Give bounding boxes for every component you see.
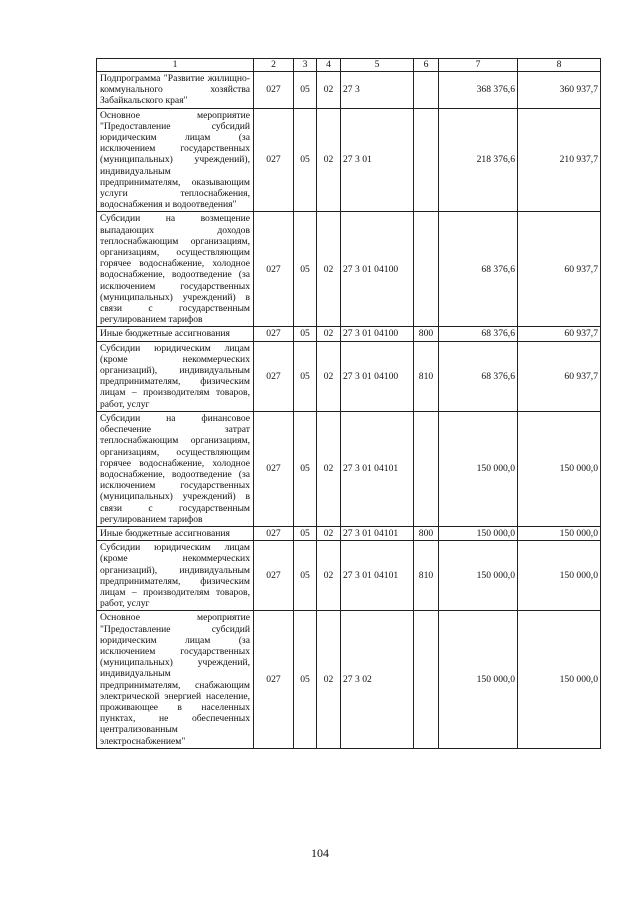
amount-cell-1: 368 376,6 [439,72,518,109]
row-name-cell: Подпрограмма "Развитие жилищно-коммунального хозяйства Забайкальского края" [97,72,254,109]
expense-type-cell: 810 [414,541,439,611]
amount-cell-2: 360 937,7 [518,72,601,109]
row-name-cell: Основное мероприятие "Предоставление субсидий юридическим лицам (за исключением государственных (муниципальных) учреждений, индивидуальным предпринимателям, снабжающим электрической энергией население, проживающее в населенных пунктах, не обеспеченных централизованным электроснабжением" [97,611,254,748]
table-row [97,611,601,748]
admin-code-cell: 027 [254,341,294,411]
table-row [97,72,601,109]
section-code-cell: 05 [294,72,317,109]
target-article-cell: 27 3 01 04100 [341,212,414,327]
table-row [97,108,601,212]
header-row [97,59,601,72]
column-header: 3 [294,59,317,72]
row-name-cell: Иные бюджетные ассигнования [97,327,254,341]
admin-code-cell: 027 [254,411,294,526]
row-name-cell: Основное мероприятие "Предоставление субсидий юридическим лицам (за исключением государственных (муниципальных) учреждений), индивидуальным предпринимателям, оказывающим услуги теплоснабжения, водоснабжения и водоотведения" [97,108,254,212]
subsection-code-cell: 02 [317,411,341,526]
table-row [97,212,601,327]
amount-cell-1: 68 376,6 [439,212,518,327]
section-code-cell: 05 [294,611,317,748]
table-row [97,411,601,526]
amount-cell-2: 150 000,0 [518,411,601,526]
table-row [97,526,601,540]
page-number: 104 [311,846,329,860]
subsection-code-cell: 02 [317,212,341,327]
admin-code-cell: 027 [254,108,294,212]
subsection-code-cell: 02 [317,327,341,341]
subsection-code-cell: 02 [317,526,341,540]
admin-code-cell: 027 [254,541,294,611]
admin-code-cell: 027 [254,526,294,540]
expense-type-cell: 800 [414,526,439,540]
table-row [97,341,601,411]
column-header: 2 [254,59,294,72]
expense-type-cell: 810 [414,341,439,411]
amount-cell-2: 210 937,7 [518,108,601,212]
budget-table [96,58,601,749]
target-article-cell: 27 3 01 04101 [341,526,414,540]
row-name-cell: Субсидии на возмещение выпадающих доходов теплоснабжающим организациям, организациям, осуществляющим горячее водоснабжение, холодное водоснабжение, водоотведение (за исключением государственных (муниципальных) учреждений) в связи с государственным регулированием тарифов [97,212,254,327]
amount-cell-2: 60 937,7 [518,212,601,327]
target-article-cell: 27 3 01 [341,108,414,212]
subsection-code-cell: 02 [317,611,341,748]
amount-cell-2: 60 937,7 [518,341,601,411]
amount-cell-1: 150 000,0 [439,411,518,526]
admin-code-cell: 027 [254,72,294,109]
expense-type-cell [414,611,439,748]
amount-cell-1: 150 000,0 [439,541,518,611]
section-code-cell: 05 [294,212,317,327]
amount-cell-2: 60 937,7 [518,327,601,341]
table-row [97,327,601,341]
amount-cell-2: 150 000,0 [518,541,601,611]
column-header: 5 [341,59,414,72]
target-article-cell: 27 3 01 04101 [341,411,414,526]
subsection-code-cell: 02 [317,341,341,411]
row-name-cell: Субсидии юридическим лицам (кроме некоммерческих организаций), индивидуальным предпринимателям, физическим лицам – производителям товаров, работ, услуг [97,541,254,611]
admin-code-cell: 027 [254,327,294,341]
row-name-cell: Иные бюджетные ассигнования [97,526,254,540]
row-name-cell: Субсидии юридическим лицам (кроме некоммерческих организаций), индивидуальным предпринимателям, физическим лицам – производителям товаров, работ, услуг [97,341,254,411]
expense-type-cell [414,212,439,327]
expense-type-cell [414,411,439,526]
subsection-code-cell: 02 [317,108,341,212]
column-header: 8 [518,59,601,72]
admin-code-cell: 027 [254,212,294,327]
admin-code-cell: 027 [254,611,294,748]
table-row [97,541,601,611]
section-code-cell: 05 [294,327,317,341]
amount-cell-1: 150 000,0 [439,526,518,540]
section-code-cell: 05 [294,108,317,212]
amount-cell-1: 68 376,6 [439,327,518,341]
column-header: 1 [97,59,254,72]
amount-cell-2: 150 000,0 [518,611,601,748]
target-article-cell: 27 3 02 [341,611,414,748]
target-article-cell: 27 3 01 04101 [341,541,414,611]
section-code-cell: 05 [294,341,317,411]
section-code-cell: 05 [294,541,317,611]
section-code-cell: 05 [294,411,317,526]
target-article-cell: 27 3 01 04100 [341,327,414,341]
target-article-cell: 27 3 01 04100 [341,341,414,411]
expense-type-cell: 800 [414,327,439,341]
column-header: 7 [439,59,518,72]
column-header: 6 [414,59,439,72]
amount-cell-1: 150 000,0 [439,611,518,748]
column-header: 4 [317,59,341,72]
subsection-code-cell: 02 [317,541,341,611]
amount-cell-2: 150 000,0 [518,526,601,540]
target-article-cell: 27 3 [341,72,414,109]
expense-type-cell [414,108,439,212]
section-code-cell: 05 [294,526,317,540]
amount-cell-1: 68 376,6 [439,341,518,411]
subsection-code-cell: 02 [317,72,341,109]
amount-cell-1: 218 376,6 [439,108,518,212]
row-name-cell: Субсидии на финансовое обеспечение затрат теплоснабжающим организациям, организациям, осуществляющим горячее водоснабжение, холодное водоснабжение, водоотведение (за исключением государственных (муниципальных) учреждений) в связи с государственным регулированием тарифов [97,411,254,526]
expense-type-cell [414,72,439,109]
